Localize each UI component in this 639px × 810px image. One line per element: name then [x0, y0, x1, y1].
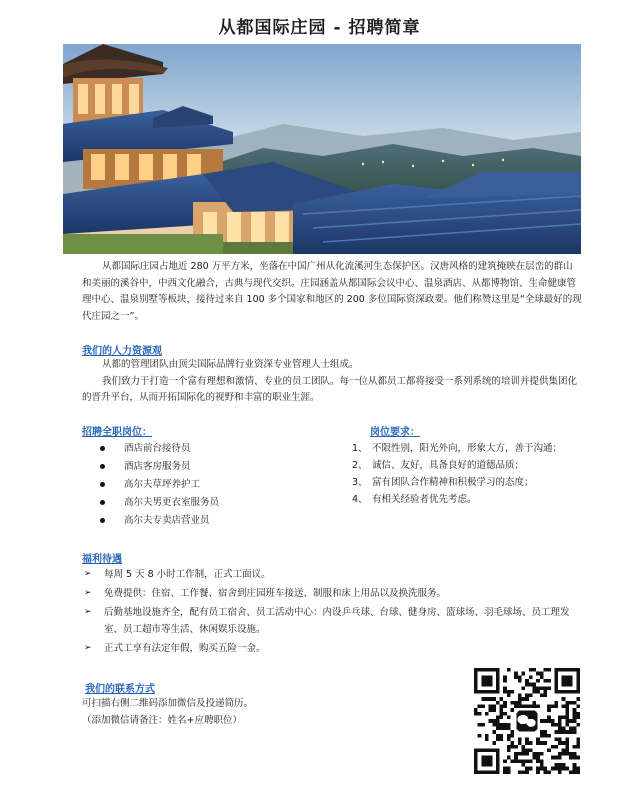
benefit-text: 后勤基地设施齐全，配有员工宿舍、员工活动中心：内设乒乓球、台球、健身房、篮球场、羽毛球场、员工理发室、员工超市等生活、休闲娱乐设施。	[104, 607, 570, 635]
requirement-text: 诚信、友好，具备良好的道德品质；	[372, 460, 525, 471]
list-item	[82, 640, 582, 657]
item-number: 3、	[352, 477, 368, 488]
intro-text: 从都国际庄园占地近 280 万平方米，坐落在中国广州从化流溪河生态保护区。汉唐风格的建筑掩映在层峦的群山和美丽的溪谷中，中西文化融合，古典与现代交织。庄园涵盖从都国际会议中心、温泉酒店、从都博物馆、生命健康管理中心、温泉别墅等板块，接待过来自 100 多个国家和地区的 200 多位国际资深政要。他们称赞这里是“全球最好的现代庄园之一”。	[82, 261, 582, 322]
position-label: 高尔夫男更衣室服务员	[124, 497, 220, 508]
hr-heading: 我们的人力资源观	[82, 346, 162, 357]
position-label: 高尔夫专卖店营业员	[124, 515, 210, 526]
benefits-heading: 福利待遇	[82, 554, 122, 565]
list-item	[100, 494, 219, 512]
arrow-right-icon: ➢	[84, 607, 92, 617]
benefit-text: 正式工享有法定年假，购买五险一金。	[104, 643, 266, 654]
bullet-icon	[100, 518, 105, 523]
intro-paragraph	[82, 259, 582, 325]
arrow-right-icon: ➢	[84, 569, 92, 579]
arrow-right-icon: ➢	[84, 643, 92, 653]
page-title: 从都国际庄园 - 招聘简章	[218, 18, 421, 38]
list-item	[352, 474, 562, 491]
list-item	[100, 512, 219, 530]
requirement-text: 不限性别，阳光外向，形象大方，善于沟通；	[372, 443, 563, 454]
position-label: 高尔夫草坪养护工	[124, 479, 201, 490]
item-number: 4、	[352, 494, 368, 505]
hr-paragraph-2: 我们致力于打造一个富有理想和激情、专业的员工团队。每一位从都员工都将接受一系列系统的培训并提供集团化的晋升平台，从而开拓国际化的视野和丰富的职业生涯。	[82, 375, 578, 403]
contact-line-2: （添加微信请备注：姓名+应聘职位）	[82, 715, 242, 726]
contact-info	[82, 695, 253, 729]
position-label: 酒店客房服务员	[124, 461, 191, 472]
bullet-icon	[100, 446, 105, 451]
bullet-icon	[100, 464, 105, 469]
list-item	[82, 604, 582, 638]
hr-paragraph-1: 从都的管理团队由顶尖国际品牌行业资深专业管理人士组成。	[102, 359, 359, 370]
positions-heading: 招聘全职岗位：	[82, 427, 152, 438]
benefit-text: 免费提供：住宿、工作餐、宿舍到庄园班车接送、制服和床上用品以及换洗服务。	[104, 588, 447, 599]
hr-section	[82, 357, 582, 407]
list-item	[100, 476, 219, 494]
position-label: 酒店前台接待员	[124, 443, 191, 454]
list-item	[100, 440, 219, 458]
wechat-qr-code[interactable]	[474, 668, 580, 774]
item-number: 1、	[352, 443, 368, 454]
positions-list	[100, 440, 219, 530]
list-item	[100, 458, 219, 476]
bullet-icon	[100, 500, 105, 505]
arrow-right-icon: ➢	[84, 588, 92, 598]
list-item	[82, 585, 582, 602]
list-item	[352, 491, 562, 508]
requirements-list	[352, 440, 562, 508]
item-number: 2、	[352, 460, 368, 471]
contact-heading: 我们的联系方式	[85, 684, 155, 695]
list-item	[82, 566, 582, 583]
contact-line-1: 可扫描右侧二维码添加微信及投递简历。	[82, 698, 254, 709]
benefits-list	[82, 566, 582, 659]
benefit-text: 每周 5 天 8 小时工作制，正式工面议。	[104, 569, 271, 580]
bullet-icon	[100, 482, 105, 487]
requirement-text: 富有团队合作精神和积极学习的态度；	[372, 477, 534, 488]
list-item	[352, 457, 562, 474]
hero-image	[63, 44, 581, 254]
requirements-heading: 岗位要求：	[370, 427, 420, 438]
requirement-text: 有相关经验者优先考虑。	[372, 494, 477, 505]
list-item	[352, 440, 562, 457]
